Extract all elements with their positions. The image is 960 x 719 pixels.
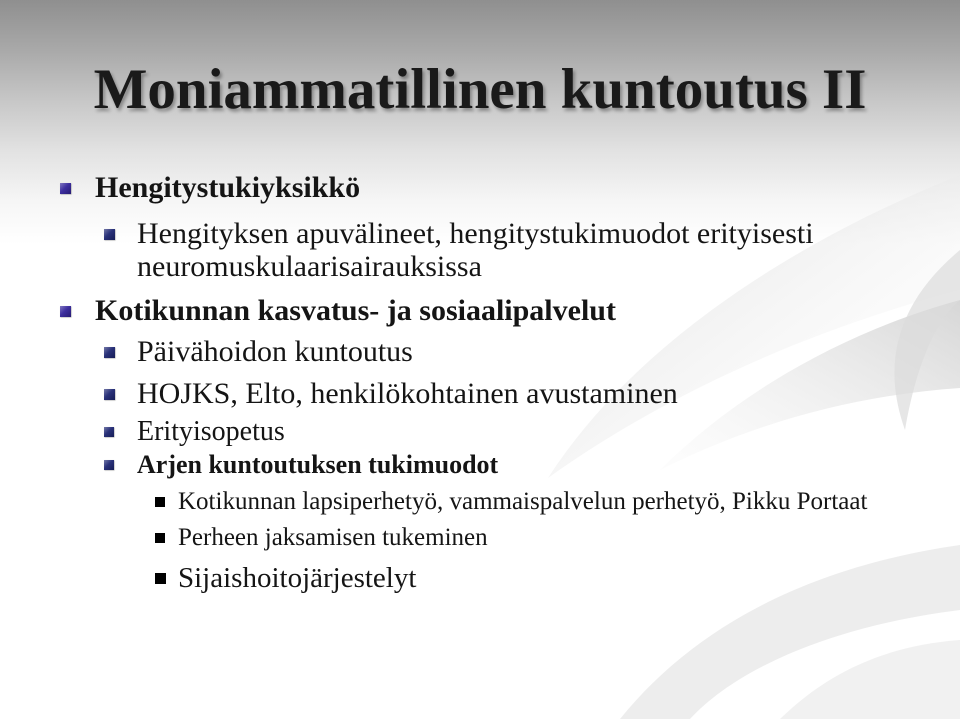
slide-title: Moniammatillinen kuntoutus II (93, 58, 867, 121)
bullet-square-icon (155, 497, 165, 507)
bullet-square-icon (104, 427, 114, 437)
bullet-item-level2: Hengityksen apuvälineet, hengitystukimuodot erityisesti neuromuskulaarisairauksissa (137, 217, 814, 283)
bullet-square-icon (104, 229, 115, 240)
bullet-square-icon (155, 573, 166, 584)
bullet-item-level2: HOJKS, Elto, henkilökohtainen avustaminen (137, 377, 678, 410)
bullet-square-icon (104, 389, 115, 400)
bullet-square-icon (104, 347, 115, 358)
bullet-item-level3: Sijaishoitojärjestelyt (178, 562, 417, 594)
bullet-square-icon (60, 183, 71, 194)
bullet-item-level2: Päivähoidon kuntoutus (137, 335, 413, 368)
bullet-item-level1: Hengitystukiyksikkö (95, 171, 361, 204)
bullet-item-level3: Kotikunnan lapsiperhetyö, vammaispalvelun perhetyö, Pikku Portaat (178, 488, 868, 515)
bullet-square-icon (104, 460, 114, 470)
swoosh-band-bottom (780, 640, 960, 719)
bullet-item-level3: Perheen jaksamisen tukeminen (178, 524, 488, 551)
bullet-item-level2: Erityisopetus (137, 416, 285, 447)
bullet-square-icon (155, 533, 165, 543)
bullet-item-level2: Arjen kuntoutuksen tukimuodot (137, 450, 499, 479)
bullet-item-level1: Kotikunnan kasvatus- ja sosiaalipalvelut (95, 294, 616, 327)
bullet-square-icon (60, 306, 71, 317)
